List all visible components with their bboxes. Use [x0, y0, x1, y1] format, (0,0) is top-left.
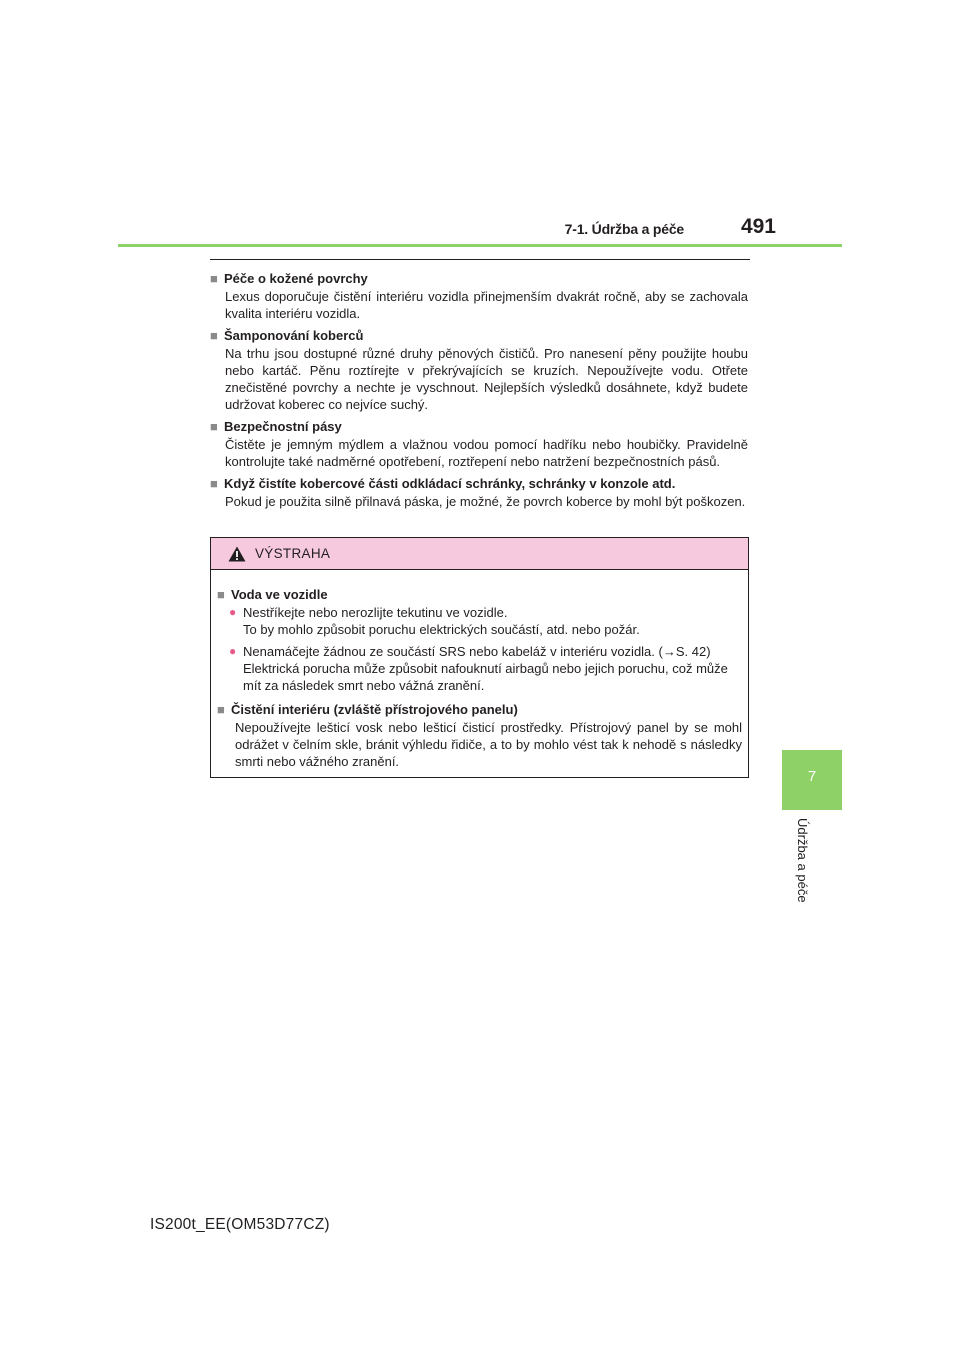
section-carpet-shampoo: [210, 325, 750, 413]
content-top-rule: [210, 259, 750, 260]
warning-section-body: Nepoužívejte lešticí vosk nebo lešticí čisticí prostředky. Přístrojový panel by se mohl odrážet v čelním skle, bránit výhledu řidiče, a to by mohlo vést tak k nehodě s následky smrti nebo vážného zranění.: [235, 720, 742, 769]
section-header: 7-1. Údržba a péče: [564, 221, 684, 237]
footer-model-code: IS200t_EE(OM53D77CZ): [150, 1216, 330, 1233]
section-carpeted-parts: [210, 473, 750, 510]
section-title: Když čistíte kobercové části odkládací schránky, schránky v konzole atd.: [224, 475, 676, 491]
warning-box: [210, 537, 749, 778]
section-body: Lexus doporučuje čistění interiéru vozidla přinejmenším dvakrát ročně, aby se zachovala kvalita interiéru vozidla.: [225, 289, 748, 321]
section-body: Na trhu jsou dostupné různé druhy pěnových čističů. Pro nanesení pěny použijte houbu nebo kartáč. Pěnu roztírejte v překrývajících se kruzích. Nepoužívejte vodu. Otřete znečistěné povrchy a nechte je vyschnout. Nejlepších výsledků dosáhnete, když budete udržovat koberec co nejvíce suchý.: [225, 346, 748, 412]
section-square-icon: ■: [210, 418, 218, 434]
section-title: Bezpečnostní pásy: [224, 418, 342, 434]
section-seat-belts: [210, 416, 750, 470]
warning-bullet-item: [217, 643, 742, 694]
page-number: 491: [740, 215, 776, 238]
section-title: Šamponování koberců: [224, 327, 364, 343]
section-square-icon: ■: [217, 701, 225, 717]
warning-section-title: [217, 699, 742, 719]
warning-item-line: Nenamáčejte žádnou ze součástí SRS nebo kabeláž v interiéru vozidla. (→S. 42): [243, 644, 711, 659]
section-square-icon: ■: [210, 475, 218, 491]
section-body: Pokud je použita silně přilnavá páska, je možné, že povrch koberce by mohl být poškozen.: [225, 494, 746, 509]
bullet-dot-icon: ●: [229, 605, 237, 619]
chapter-title: Údržba a péče: [795, 818, 810, 903]
warning-item-line: Nestříkejte nebo nerozlijte tekutinu ve vozidle.: [243, 605, 508, 620]
warning-item-line: To by mohlo způsobit poruchu elektrických součástí, atd. nebo požár.: [243, 622, 640, 637]
warning-section-title-text: Voda ve vozidle: [231, 586, 328, 602]
section-square-icon: ■: [210, 327, 218, 343]
warning-section-title-text: Čistění interiéru (zvláště přístrojového panelu): [231, 701, 518, 717]
warning-triangle-icon: [228, 546, 246, 562]
warning-label: VÝSTRAHA: [255, 546, 331, 561]
warning-item-line: Elektrická porucha může způsobit nafouknutí airbagů nebo jejich poruchu, což může mít za následek smrt nebo vážná zranění.: [243, 661, 728, 693]
warning-section-title: [217, 584, 742, 604]
section-leather-care: [210, 268, 750, 322]
main-content: [210, 268, 750, 513]
header-green-rule: [118, 244, 842, 247]
section-body: Čistěte je jemným mýdlem a vlažnou vodou pomocí hadříku nebo houbičky. Pravidelně kontrolujte také nadměrné opotřebení, roztřepení nebo natržení bezpečnostních pásů.: [225, 437, 748, 469]
section-square-icon: ■: [217, 586, 225, 602]
warning-header: [211, 538, 748, 570]
warning-content: [211, 570, 748, 770]
section-square-icon: ■: [210, 270, 218, 286]
warning-bullet-item: [217, 604, 742, 638]
section-title: Péče o kožené povrchy: [224, 270, 368, 286]
chapter-number: 7: [807, 768, 817, 785]
bullet-dot-icon: ●: [229, 644, 237, 658]
